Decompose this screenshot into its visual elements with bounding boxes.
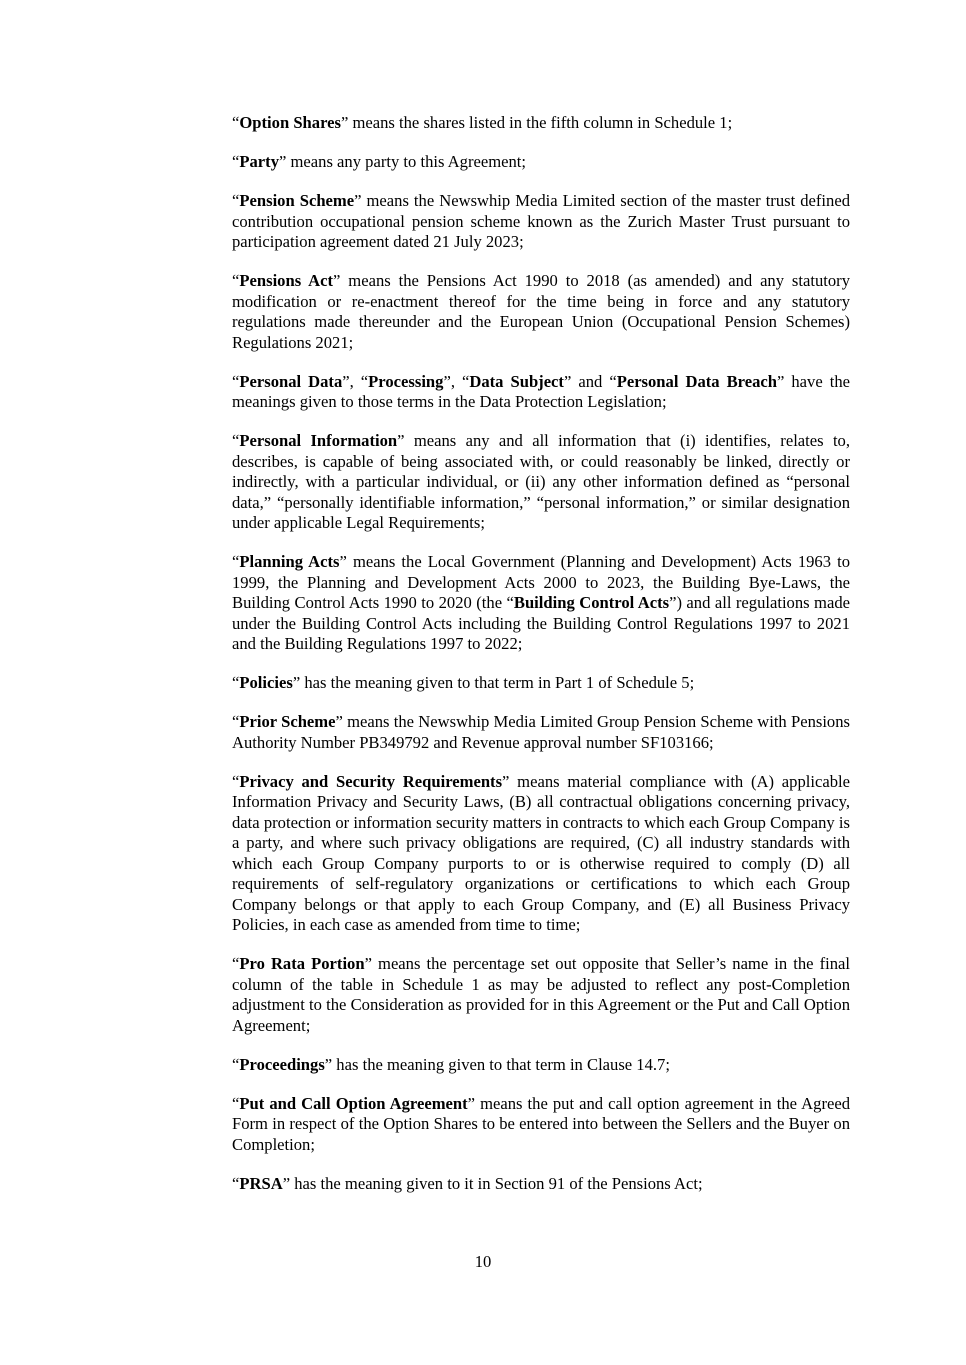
definition-prsa: “PRSA” has the meaning given to it in Section 91 of the Pensions Act; <box>232 1173 703 1193</box>
definition-pro-rata-portion: “Pro Rata Portion” means the percentage set out opposite that Seller’s name in the final column of the table in Schedule 1 as may be adjusted to reflect any post-Completion adjustment to the Consideration as provided for in this Agreement or the Put and Call Option Agreement; <box>232 954 851 1035</box>
definition-personal-data: “Personal Data”, “Processing”, “Data Subject” and “Personal Data Breach” have the meanings given to those terms in the Data Protection Legislation; <box>232 371 850 411</box>
definition-policies: “Policies” has the meaning given to that term in Part 1 of Schedule 5; <box>232 673 695 692</box>
definition-proceedings: “Proceedings” has the meaning given to that term in Clause 14.7; <box>232 1054 670 1074</box>
page-number: 10 <box>474 1252 492 1271</box>
definition-put-and-call-option-agreement: “Put and Call Option Agreement” means the put and call option agreement in the Agreed Form in respect of the Option Shares to be entered into between the Sellers and the Buyer on Completion; <box>232 1093 851 1154</box>
definition-personal-information: “Personal Information” means any and all information that (i) identifies, relates to, describes, is capable of being associated with, or could reasonably be linked, directly or indirectly, with a particular individual, or (ii) any other information defined as “personal data,” “personally identifiable information,” “personal information,” or similar designation under applicable Legal Requirements; <box>232 431 850 532</box>
definition-party: “Party” means any party to this Agreement; <box>232 152 526 171</box>
definition-pensions-act: “Pensions Act” means the Pensions Act 1990 to 2018 (as amended) and any statutory modification or re-enactment thereof for the time being in force and any statutory regulations made thereunder and the European Union (Occupational Pension Schemes) Regulations 2021; <box>232 271 851 352</box>
definition-pension-scheme: “Pension Scheme” means the Newswhip Media Limited section of the master trust defined contribution occupational pension scheme known as the Zurich Master Trust pursuant to participation agreement dated 21 July 2023; <box>232 191 850 251</box>
definition-planning-acts: “Planning Acts” means the Local Government (Planning and Development) Acts 1963 to 1999, the Planning and Development Acts 2000 to 2023, the Building Bye-Laws, the Building Control Acts 1990 to 2020 (the “Building Control Acts”) and all regulations made under the Building Control Acts including the Building Control Regulations 1997 to 2021 and the Building Regulations 1997 to 2022; <box>232 552 851 653</box>
definition-prior-scheme: “Prior Scheme” means the Newswhip Media Limited Group Pension Scheme with Pensions Authority Number PB349792 and Revenue approval number SF103166; <box>232 712 850 752</box>
definition-option-shares: “Option Shares” means the shares listed in the fifth column in Schedule 1; <box>232 113 733 132</box>
document-body <box>232 113 850 1213</box>
definition-privacy-and-security-requirements: “Privacy and Security Requirements” means material compliance with (A) applicable Information Privacy and Security Laws, (B) all contractual obligations concerning privacy, data protection or information security matters in contracts to which each Group Company is a party, and where such privacy obligations are required, (C) all industry standards with which each Group Company purports to or is otherwise required to comply (D) all requirements of self-regulatory organizations or certifications to which each Group Company belongs or that apply to each Group Company, and (E) all Business Privacy Policies, in each case as amended from time to time; <box>232 771 850 934</box>
